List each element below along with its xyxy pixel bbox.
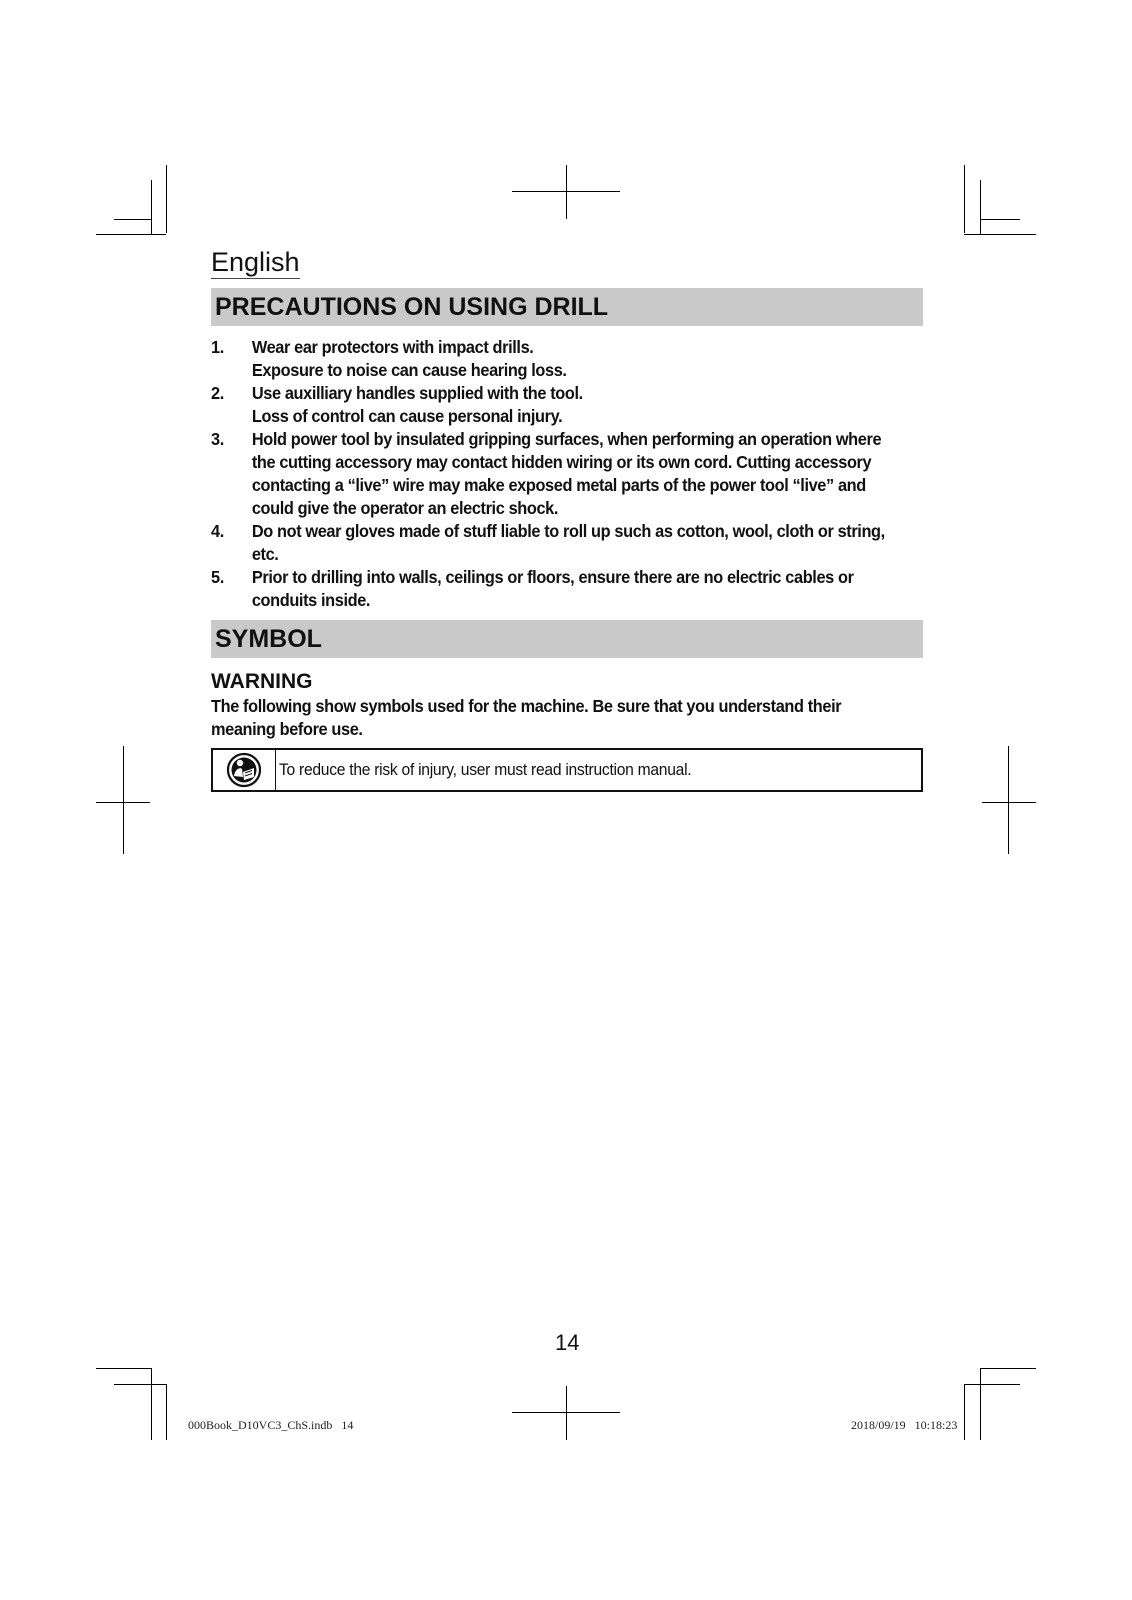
symbol-table bbox=[211, 748, 923, 792]
symbol-title: SYMBOL bbox=[215, 625, 322, 653]
warning-heading: WARNING bbox=[211, 670, 313, 693]
read-manual-icon bbox=[213, 750, 275, 790]
list-item bbox=[211, 336, 887, 382]
list-item-number: 3. bbox=[211, 429, 224, 449]
symbol-description: To reduce the risk of injury, user must read instruction manual. bbox=[279, 760, 692, 779]
list-item-number: 2. bbox=[211, 383, 224, 403]
list-item-number: 5. bbox=[211, 567, 224, 587]
list-item bbox=[211, 428, 887, 520]
language-label: English bbox=[211, 247, 300, 277]
symbol-icon-cell bbox=[213, 750, 276, 790]
list-item-text: Prior to drilling into walls, ceilings or floors, ensure there are no electric cables or conduits inside. bbox=[251, 567, 854, 610]
list-item-number: 1. bbox=[211, 337, 224, 357]
list-item-text: Do not wear gloves made of stuff liable to roll up such as cotton, wool, cloth or string, etc. bbox=[251, 521, 885, 564]
list-item bbox=[211, 382, 887, 428]
slug-file: 000Book_D10VC3_ChS.indb 14 bbox=[188, 1418, 354, 1432]
list-item bbox=[211, 520, 887, 566]
slug-timestamp: 2018/09/19 10:18:23 bbox=[851, 1418, 958, 1432]
precautions-header-bar bbox=[211, 288, 923, 326]
precautions-list bbox=[211, 336, 887, 612]
page-number: 14 bbox=[555, 1330, 580, 1355]
symbol-header-bar bbox=[211, 620, 923, 658]
list-item-number: 4. bbox=[211, 521, 224, 541]
list-item-text: Hold power tool by insulated gripping surfaces, when performing an operation where the cutting accessory may contact hidden wiring or its own cord. Cutting accessory contacting a “live” wire may make exposed metal parts of the power tool “live” and could give the operator an electric shock. bbox=[251, 429, 882, 518]
precautions-title: PRECAUTIONS ON USING DRILL bbox=[215, 293, 609, 321]
list-item-text: Wear ear protectors with impact drills. Exposure to noise can cause hearing loss. bbox=[251, 337, 567, 380]
list-item bbox=[211, 566, 887, 612]
warning-text: The following show symbols used for the machine. Be sure that you understand their meaning before use. bbox=[211, 696, 842, 739]
list-item-text: Use auxilliary handles supplied with the tool. Loss of control can cause personal injury. bbox=[251, 383, 583, 426]
